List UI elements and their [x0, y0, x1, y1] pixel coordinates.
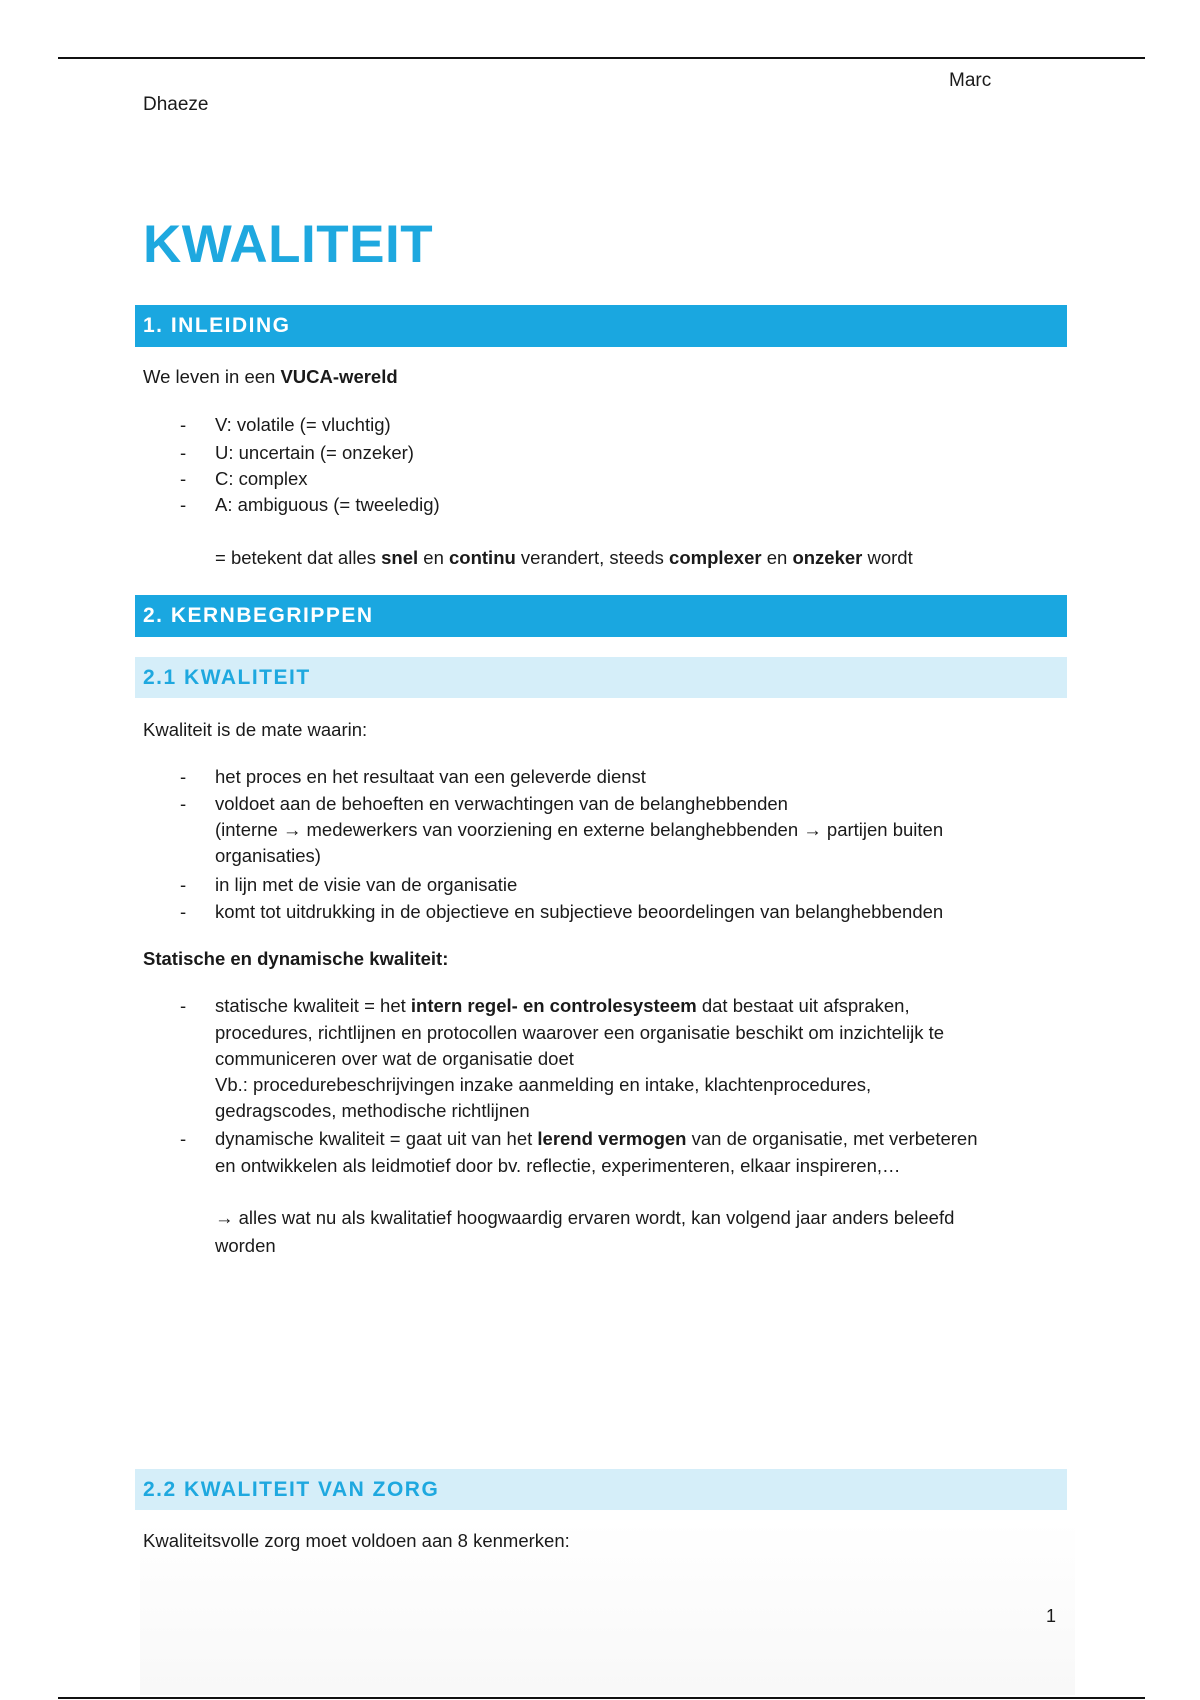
list-item-continuation: organisaties) — [215, 845, 321, 866]
page-number: 1 — [1046, 1606, 1057, 1626]
static-dynamic-heading: Statische en dynamische kwaliteit: — [143, 948, 449, 969]
vuca-intro: We leven in een VUCA-wereld — [143, 366, 398, 387]
vuca-meaning: = betekent dat alles snel en continu verandert, steeds complexer en onzeker wordt — [215, 547, 913, 568]
section-heading-label: 2. KERNBEGRIPPEN — [143, 604, 374, 627]
top-rule — [58, 57, 1145, 59]
list-item: komt tot uitdrukking in de objectieve en subjectieve beoordelingen van belanghebbenden — [215, 901, 944, 922]
kwaliteit-van-zorg-intro: Kwaliteitsvolle zorg moet voldoen aan 8 kenmerken: — [143, 1530, 570, 1551]
list-item-continuation: (interne → medewerkers van voorziening en externe belanghebbenden → partijen buiten — [215, 819, 944, 840]
section-heading-label: 1. INLEIDING — [143, 314, 291, 337]
list-item: A: ambiguous (= tweeledig) — [215, 494, 440, 515]
list-item-continuation: gedragscodes, methodische richtlijnen — [215, 1100, 530, 1121]
document-title: KWALITEIT — [143, 215, 434, 274]
list-item: in lijn met de visie van de organisatie — [215, 874, 518, 895]
bottom-rule — [58, 1697, 1145, 1699]
subsection-heading-label: 2.2 KWALITEIT VAN ZORG — [143, 1478, 440, 1501]
list-item: C: complex — [215, 468, 308, 489]
subsection-heading-kwaliteit-van-zorg — [135, 1469, 1067, 1510]
kwaliteit-definition-intro: Kwaliteit is de mate waarin: — [143, 719, 368, 740]
static-quality-item: statische kwaliteit = het intern regel- en controlesysteem dat bestaat uit afspraken, — [215, 995, 910, 1016]
list-item: U: uncertain (= onzeker) — [215, 442, 414, 463]
list-item: voldoet aan de behoeften en verwachtingen van de belanghebbenden — [215, 793, 788, 814]
list-item: V: volatile (= vluchtig) — [215, 414, 391, 435]
vuca-term: VUCA-wereld — [280, 366, 398, 387]
list-item: het proces en het resultaat van een geleverde dienst — [215, 766, 646, 787]
section-heading-kernbegrippen — [135, 595, 1067, 637]
list-item-continuation: communiceren over wat de organisatie doet — [215, 1048, 574, 1069]
subsection-heading-label: 2.1 KWALITEIT — [143, 666, 311, 689]
subsection-heading-kwaliteit — [135, 657, 1067, 698]
quality-note-line2: worden — [215, 1235, 276, 1256]
section-heading-inleiding — [135, 305, 1067, 347]
author-first-name: Marc — [949, 70, 992, 91]
author-last-name: Dhaeze — [143, 94, 209, 115]
list-item-continuation: en ontwikkelen als leidmotief door bv. reflectie, experimenteren, elkaar inspireren,… — [215, 1155, 901, 1176]
dynamic-quality-item: dynamische kwaliteit = gaat uit van het lerend vermogen van de organisatie, met verbeteren — [215, 1128, 978, 1149]
list-item-continuation: Vb.: procedurebeschrijvingen inzake aanmelding en intake, klachtenprocedures, — [215, 1074, 872, 1095]
list-item-continuation: procedures, richtlijnen en protocollen waarover een organisatie beschikt om inzichtelijk te — [215, 1022, 945, 1043]
quality-note-line1: → alles wat nu als kwalitatief hoogwaardig ervaren wordt, kan volgend jaar anders beleefd — [215, 1207, 955, 1228]
